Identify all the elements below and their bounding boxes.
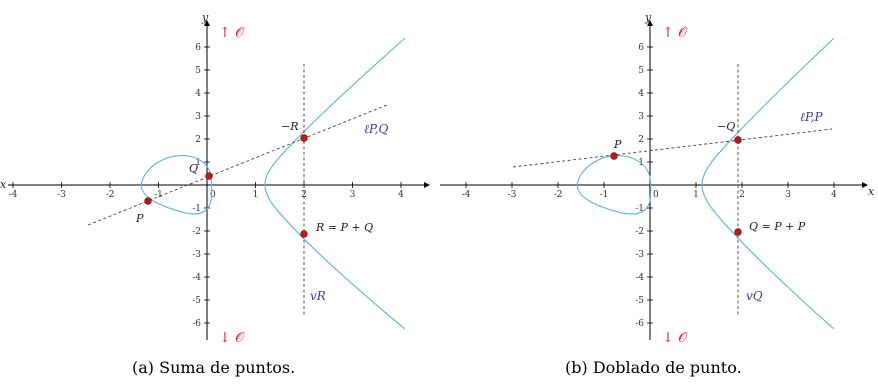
label-tangent-line: ℓP,P: [800, 110, 823, 124]
x-tick-label: -4: [8, 190, 18, 200]
y-tick-label: 6: [638, 43, 644, 53]
x-tick-label: -1: [599, 190, 609, 200]
x-axis-label: x: [0, 178, 7, 191]
x-tick-label: 0: [210, 190, 216, 200]
label-p: P: [614, 138, 622, 151]
x-tick-label: 4: [831, 190, 837, 200]
y-tick-label: -4: [635, 273, 644, 283]
point-q: [735, 229, 742, 236]
y-tick-label: -2: [192, 227, 201, 237]
x-tick-label: 3: [349, 190, 356, 200]
label-minus-r: −R: [281, 120, 299, 133]
infinity-bottom-label: ↓ 𝒪: [662, 330, 688, 346]
x-tick-label: -2: [105, 190, 115, 200]
y-tick-label: 4: [638, 89, 644, 99]
x-axis-label: x: [868, 185, 875, 198]
y-tick-label: -1: [635, 204, 644, 214]
label-vertical-r: vR: [310, 289, 326, 303]
y-tick-label: 3: [638, 112, 644, 122]
y-tick-label: 3: [195, 112, 201, 122]
point-minus-q: [735, 137, 742, 144]
point-q: [206, 173, 213, 180]
x-tick-label: 1: [252, 190, 259, 200]
y-tick-label: -3: [192, 250, 201, 260]
y-tick-label: -6: [192, 319, 201, 329]
label-vertical-q: vQ: [746, 289, 763, 303]
label-q: Q: [189, 162, 199, 175]
y-tick-label: -5: [635, 296, 644, 306]
x-tick-label: 4: [398, 190, 404, 200]
y-tick-label: 4: [195, 89, 201, 99]
point-minus-r: [301, 135, 308, 142]
x-tick-label: -1: [154, 190, 163, 200]
tangent-line-pp: [513, 129, 832, 167]
panel-a-axes: [0, 11, 430, 340]
caption-a: (a) Suma de puntos.: [132, 358, 296, 377]
y-tick-label: -3: [635, 250, 644, 260]
y-tick-label: -1: [192, 204, 201, 214]
panel-a: [0, 11, 430, 346]
x-tick-label: 0: [653, 190, 659, 200]
x-tick-label: 2: [301, 190, 307, 200]
label-minus-q: −Q: [717, 120, 736, 133]
x-tick-label: 2: [739, 190, 745, 200]
y-tick-label: 6: [195, 43, 201, 53]
infinity-top-label: ↑ 𝒪: [219, 25, 245, 41]
label-r-equals: R = P + Q: [316, 221, 374, 234]
x-tick-label: -4: [461, 190, 471, 200]
y-tick-label: 2: [638, 135, 644, 145]
y-tick-label: 5: [638, 66, 644, 76]
elliptic-curve-branch: [702, 38, 834, 329]
label-q-equals: Q = P + P: [749, 220, 806, 233]
label-p: P: [136, 212, 144, 225]
infinity-bottom-label: ↓ 𝒪: [219, 330, 245, 346]
line-pq: [88, 105, 387, 225]
y-tick-label: -4: [192, 273, 201, 283]
y-tick-label: 2: [195, 135, 201, 145]
point-p: [145, 198, 152, 205]
y-tick-label: 1: [638, 158, 644, 168]
y-tick-label: 1: [195, 158, 201, 168]
x-tick-label: 3: [785, 190, 791, 200]
y-tick-label: -6: [635, 319, 644, 329]
point-r: [301, 231, 308, 238]
panel-b-axes: [440, 11, 875, 340]
elliptic-curve-branch: [265, 38, 405, 329]
x-tick-label: -3: [57, 190, 66, 200]
x-tick-label: 1: [693, 190, 699, 200]
panel-b: [440, 11, 875, 346]
y-tick-label: -5: [192, 296, 201, 306]
infinity-top-label: ↑ 𝒪: [662, 25, 688, 41]
y-axis-label: y: [645, 11, 652, 24]
point-p: [611, 153, 618, 160]
y-axis-label: y: [202, 11, 209, 24]
y-tick-label: 5: [195, 66, 201, 76]
x-tick-label: -2: [553, 190, 563, 200]
y-tick-label: -2: [635, 227, 644, 237]
caption-b: (b) Doblado de punto.: [565, 358, 742, 377]
x-tick-label: -3: [507, 190, 517, 200]
label-line-pq: ℓP,Q: [364, 122, 389, 136]
